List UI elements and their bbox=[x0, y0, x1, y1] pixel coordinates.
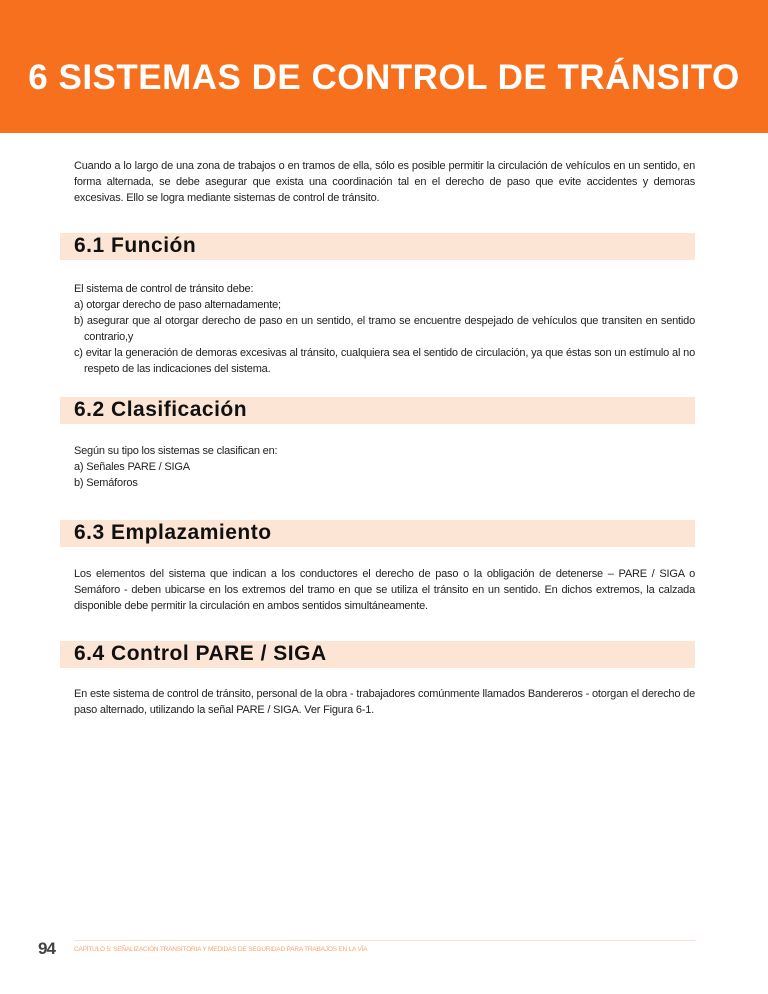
footer-text: CAPÍTULO 5: SEÑALIZACIÓN TRANSITORIA Y MEDIDAS DE SEGURIDAD PARA TRABAJOS EN LA VÍA bbox=[74, 946, 368, 953]
section-heading-bar bbox=[60, 397, 695, 424]
lead-text: Según su tipo los sistemas se clasifican en: bbox=[74, 445, 278, 457]
footer-divider bbox=[74, 940, 695, 941]
section-heading: 6.1 Función bbox=[74, 234, 197, 257]
list-item: b) Semáforos bbox=[74, 477, 138, 489]
section-heading: 6.3 Emplazamiento bbox=[74, 521, 272, 544]
list-item: c) evitar la generación de demoras excesivas al tránsito, cualquiera sea el sentido de circulación, ya que éstas son un estímulo al no respeto de las indicaciones del sistema. bbox=[74, 347, 695, 375]
lead-text: El sistema de control de tránsito debe: bbox=[74, 283, 254, 295]
section-heading-bar bbox=[60, 233, 695, 260]
section-body: En este sistema de control de tránsito, personal de la obra - trabajadores comúnmente llamados Bandereros - otorgan el derecho de paso alternado, utilizando la señal PARE / SIGA. Ver Figura 6-1. bbox=[74, 688, 695, 716]
list-item: a) Señales PARE / SIGA bbox=[74, 461, 190, 473]
section-heading: 6.2 Clasificación bbox=[74, 398, 248, 421]
intro-paragraph: Cuando a lo largo de una zona de trabajos o en tramos de ella, sólo es posible permitir la circulación de vehículos en un sentido, en forma alternada, se debe asegurar que exista una coordinación tal en el derecho de paso que evite accidentes y demoras excesivas. Ello se logra mediante sistemas de control de tránsito. bbox=[74, 160, 695, 204]
section-heading-bar bbox=[60, 520, 695, 547]
chapter-title: 6 SISTEMAS DE CONTROL DE TRÁNSITO bbox=[28, 58, 740, 97]
section-body bbox=[74, 443, 695, 491]
list-item: a) otorgar derecho de paso alternadamente; bbox=[74, 299, 281, 311]
page-number: 94 bbox=[38, 939, 55, 958]
section-body bbox=[74, 281, 695, 377]
section-body: Los elementos del sistema que indican a los conductores el derecho de paso o la obligación de detenerse – PARE / SIGA o Semáforo - deben ubicarse en los extremos del tramo en que se utiliza el tránsito en un sentido. En dichos extremos, la calzada disponible debe permitir la circulación en ambos sentidos simultáneamente. bbox=[74, 568, 695, 612]
section-heading-bar bbox=[60, 641, 695, 668]
list-item: b) asegurar que al otorgar derecho de paso en un sentido, el tramo se encuentre despejado de vehículos que transiten en sentido contrario,y bbox=[74, 315, 695, 343]
section-heading: 6.4 Control PARE / SIGA bbox=[74, 642, 327, 665]
